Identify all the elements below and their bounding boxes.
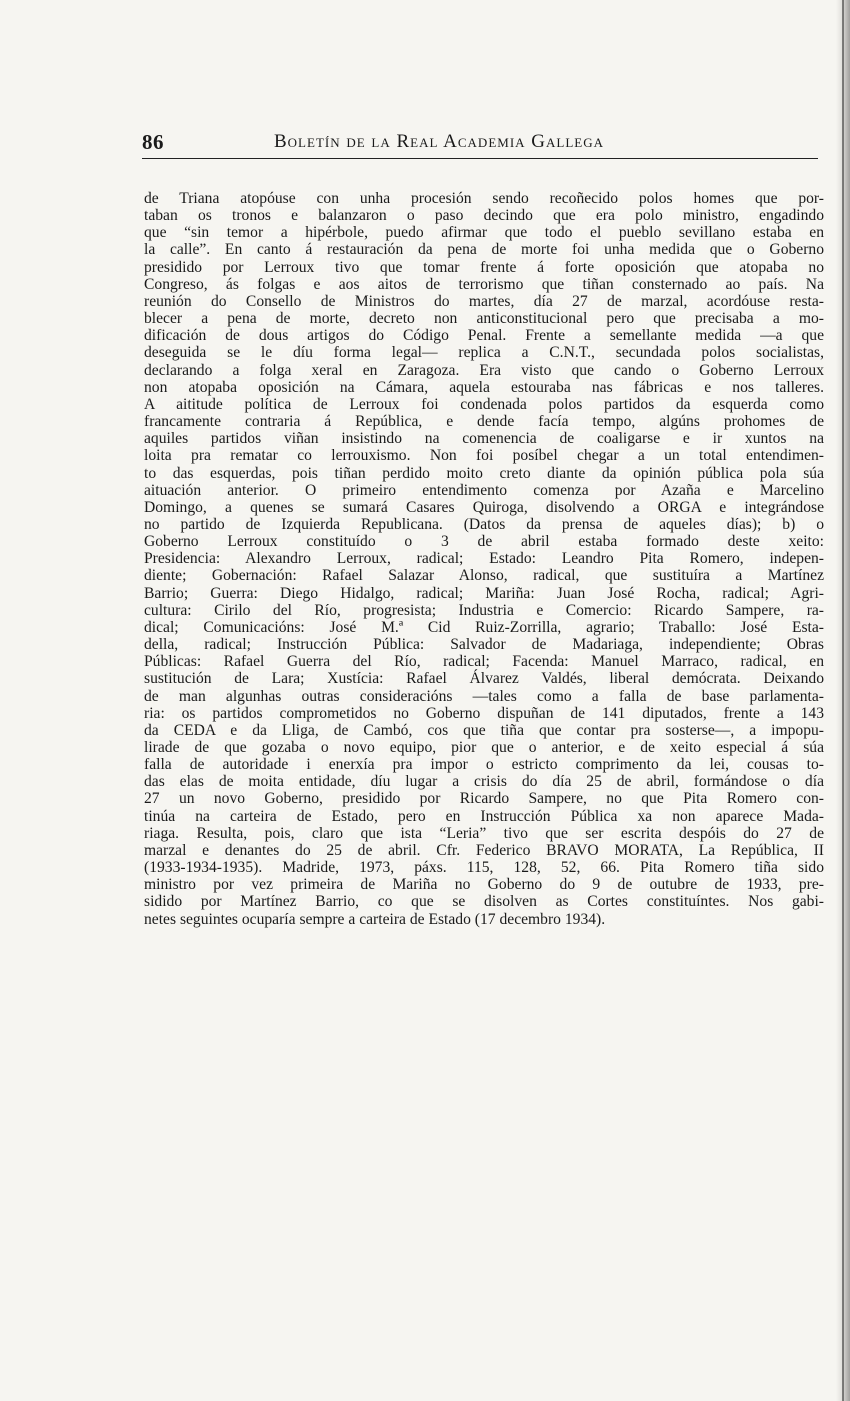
text-line: de man algunhas outras consideracións —tales como a falla de base parlamenta- <box>144 687 824 705</box>
footnote-text <box>144 190 824 928</box>
text-line: presidido por Lerroux tivo que tomar frente á forte oposición que atopaba no <box>144 258 824 276</box>
text-line: declarando a folga xeral en Zaragoza. Era visto que cando o Goberno Lerroux <box>144 361 824 379</box>
text-line: Goberno Lerroux constituído o 3 de abril estaba formado deste xeito: <box>144 533 824 551</box>
text-line: Presidencia: Alexandro Lerroux, radical; Estado: Leandro Pita Romero, indepen- <box>144 550 824 568</box>
text-line: dificación de dous artigos do Código Penal. Frente a semellante medida —a que <box>144 327 824 345</box>
text-line: francamente contraria á República, e dende facía tempo, algúns prohomes de <box>144 413 824 431</box>
text-line: A aititude política de Lerroux foi condenada polos partidos da esquerda como <box>144 395 824 413</box>
text-line: de Triana atopóuse con unha procesión sendo recoñecido polos homes que por- <box>144 190 824 207</box>
text-line: reunión do Consello de Ministros do martes, día 27 de marzal, acordóuse resta- <box>144 292 824 310</box>
text-line: (1933-1934-1935). Madride, 1973, páxs. 115, 128, 52, 66. Pita Romero tiña sido <box>144 859 824 877</box>
text-line: deseguida se le díu forma legal— replica a C.N.T., secundada polos socialistas, <box>144 344 824 362</box>
text-line: to das esquerdas, pois tiñan perdido moito creto diante da opinión pública pola súa <box>144 464 824 482</box>
text-line: Congreso, ás folgas e aos aitos de terrorismo que tiñan consternado ao país. Na <box>144 275 824 293</box>
text-line: Barrio; Guerra: Diego Hidalgo, radical; Mariña: Juan José Rocha, radical; Agri- <box>144 584 824 602</box>
text-line: que “sin temor a hipérbole, puedo afirmar que todo el pueblo sevillano estaba en <box>144 224 824 242</box>
page-edge-line <box>842 0 844 1401</box>
text-line: sidido por Martínez Barrio, co que se disolven as Cortes constituíntes. Nos gabi- <box>144 893 824 911</box>
page-number: 86 <box>142 130 164 154</box>
text-line: blecer a pena de morte, decreto non anticonstitucional pero que precisaba a mo- <box>144 310 824 328</box>
text-line: Domingo, a quenes se sumará Casares Quiroga, disolvendo a ORGA e integrándose <box>144 498 824 516</box>
text-line: riaga. Resulta, pois, claro que ista “Leria” tivo que ser escrita despóis do 27 de <box>144 824 824 842</box>
text-line: lirade de que gozaba o novo equipo, pior que o anterior, e de xeito especial á súa <box>144 739 824 756</box>
text-line: 27 un novo Goberno, presidido por Ricardo Sampere, no que Pita Romero con- <box>144 790 824 808</box>
text-line: no partido de Izquierda Republicana. (Datos da prensa de aqueles días); b) o <box>144 515 824 533</box>
text-line: marzal e denantes do 25 de abril. Cfr. Federico BRAVO MORATA, La República, II <box>144 841 824 859</box>
text-line: das elas de moita entidade, díu lugar a crisis do día 25 de abril, formándose o día <box>144 773 824 791</box>
text-line: netes seguintes ocuparía sempre a carteira de Estado (17 decembro 1934). <box>144 910 606 928</box>
text-line: sustitución de Lara; Xustícia: Rafael Álvarez Valdés, liberal demócrata. Deixando <box>144 670 824 688</box>
text-line: taban os tronos e balanzaron o paso decindo que era polo ministro, engadindo <box>144 207 824 225</box>
text-line: aituación anterior. O primeiro entendimento comenza por Azaña e Marcelino <box>144 481 824 499</box>
text-line: loita pra rematar co lerrouxismo. Non foi posíbel chegar a un total entendimen- <box>144 447 824 465</box>
text-line: la calle”. En canto á restauración da pena de morte foi unha medida que o Goberno <box>144 241 824 259</box>
text-line: da CEDA e da Lliga, de Cambó, cos que tiña que contar pra sosterse—, a impopu- <box>144 721 824 739</box>
running-title: Boletín de la Real Academia Gallega <box>274 131 604 152</box>
text-line: falla de autoridade i enerxía pra impor o estricto comprimento da lei, cousas to- <box>144 756 824 774</box>
text-line: Públicas: Rafael Guerra del Río, radical; Facenda: Manuel Marraco, radical, en <box>144 653 824 671</box>
text-line: della, radical; Instrucción Pública: Salvador de Madariaga, independiente; Obras <box>144 636 824 654</box>
text-line: non atopaba oposición na Cámara, aquela estouraba nas fábricas e nos talleres. <box>144 378 824 396</box>
text-line: dical; Comunicacións: José M.ª Cid Ruiz-Zorrilla, agrario; Traballo: José Esta- <box>144 618 824 636</box>
text-line: ria: os partidos comprometidos no Goberno dispuñan de 141 diputados, frente a 143 <box>144 704 824 722</box>
text-line: diente; Gobernación: Rafael Salazar Alonso, radical, que sustituíra a Martínez <box>144 567 824 585</box>
text-line: aquiles partidos viñan insistindo na comenencia de coaligarse e ir xuntos na <box>144 430 824 448</box>
text-line: ministro por vez primeira de Mariña no Goberno do 9 de outubre de 1933, pre- <box>144 876 824 894</box>
text-line: cultura: Cirilo del Río, progresista; Industria e Comercio: Ricardo Sampere, ra- <box>144 601 824 619</box>
text-line: tinúa na carteira de Estado, pero en Instrucción Pública xa non aparece Mada- <box>144 807 824 825</box>
page-header <box>142 128 818 159</box>
